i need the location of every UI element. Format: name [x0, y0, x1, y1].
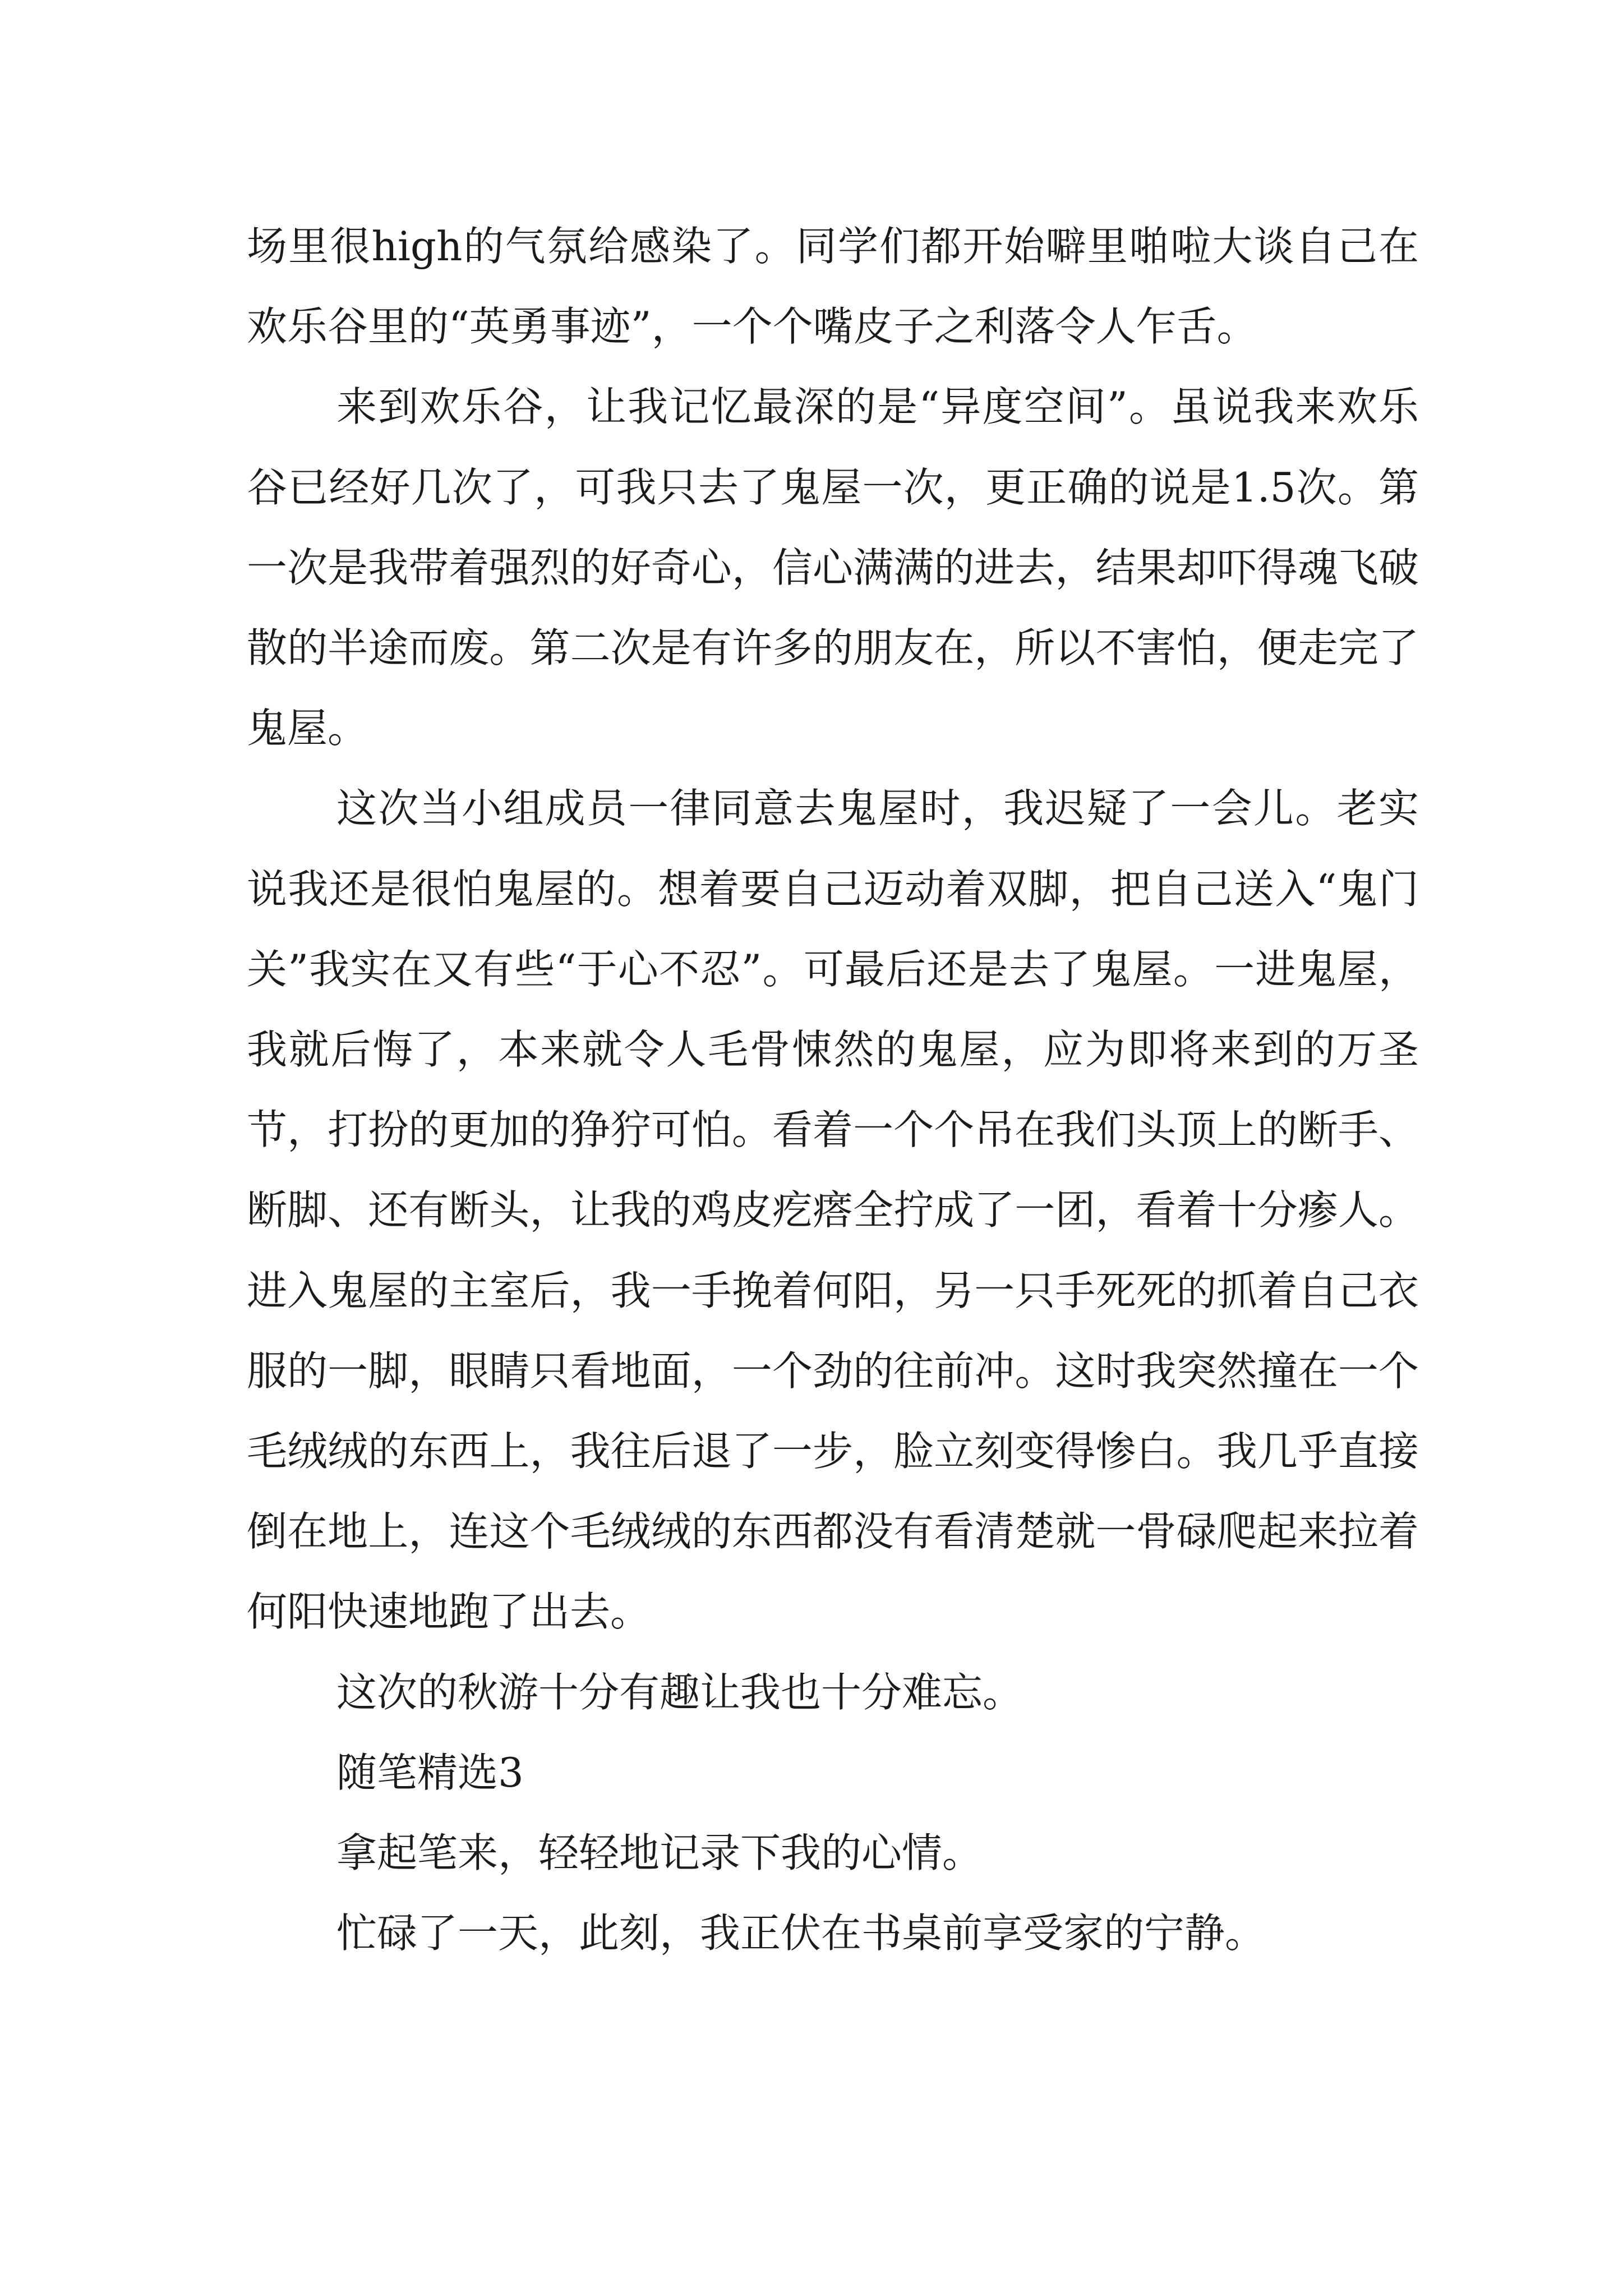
paragraph: 来到欢乐谷，让我记忆最深的是“异度空间”。虽说我来欢乐谷已经好几次了，可我只去了鬼屋一次，更正确的说是1.5次。第一次是我带着强烈的好奇心，信心满满的进去，结果却吓得魂飞破散的半途而废。第二次是有许多的朋友在，所以不害怕，便走完了鬼屋。 [247, 383, 1419, 752]
section-heading: 随笔精选3 [336, 1749, 524, 1796]
body-text [247, 206, 1419, 1973]
paragraph: 忙碌了一天，此刻，我正伏在书桌前享受家的宁静。 [336, 1910, 1266, 1957]
paragraph: 拿起笔来，轻轻地记录下我的心情。 [336, 1829, 983, 1877]
paragraph: 场里很high的气氛给感染了。同学们都开始噼里啪啦大谈自己在欢乐谷里的“英勇事迹”，一个个嘴皮子之利落令人乍舌。 [247, 223, 1419, 351]
paragraph: 这次当小组成员一律同意去鬼屋时，我迟疑了一会儿。老实说我还是很怕鬼屋的。想着要自己迈动着双脚，把自己送入“鬼门关”我实在又有些“于心不忍”。可最后还是去了鬼屋。一进鬼屋，我就后悔了，本来就令人毛骨悚然的鬼屋，应为即将来到的万圣节，打扮的更加的狰狞可怕。看着一个个吊在我们头顶上的断手、断脚、还有断头，让我的鸡皮疙瘩全拧成了一团，看着十分瘆人。进入鬼屋的主室后，我一手挽着何阳，另一只手死死的抓着自己衣服的一脚，眼睛只看地面，一个劲的往前冲。这时我突然撞在一个毛绒绒的东西上，我往后退了一步，脸立刻变得惨白。我几乎直接倒在地上，连这个毛绒绒的东西都没有看清楚就一骨碌爬起来拉着何阳快速地跑了出去。 [247, 785, 1419, 1636]
paragraph: 这次的秋游十分有趣让我也十分难忘。 [336, 1668, 1023, 1716]
